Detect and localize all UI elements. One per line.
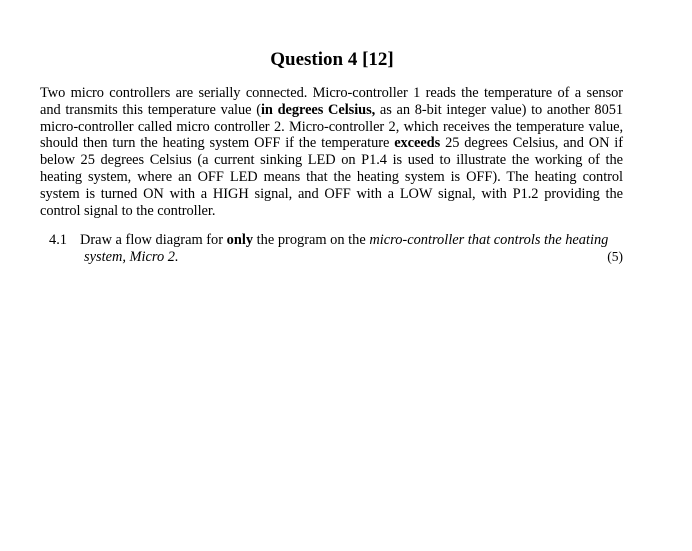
sub-question-italic-1: micro-controller that controls the heating xyxy=(369,232,609,249)
sub-question-italic-2: system, Micro 2. xyxy=(84,249,179,266)
question-title: Question 4 [12] xyxy=(270,49,394,70)
paragraph-bold-celsius: in degrees Celsius, xyxy=(260,101,376,118)
sub-question-text-pre: Draw a flow diagram for xyxy=(80,232,227,249)
paragraph-bold-exceeds: exceeds xyxy=(394,135,441,152)
question-paragraph xyxy=(40,85,623,219)
paragraph-text-2: as an 8-bit integer value) to another 8051 micro-controller called micro controller 2. Micro-controller 2, which receives the temperature value, should then turn the heating system OFF if the temperature xyxy=(40,101,624,152)
document-page xyxy=(40,48,623,266)
paragraph-text-1: Two micro controllers are serially connected. Micro-controller 1 reads the temperature of a sensor and transmits this temperature value ( xyxy=(40,85,623,118)
sub-question-bold-only: only xyxy=(226,232,254,249)
paragraph-text-3: 25 degrees Celsius, and ON if below 25 degrees Celsius (a current sinking LED on P1.4 is used to illustrate the working of the heating system, where an OFF LED means that the heating system is OFF). The heating control system is turned ON with a HIGH signal, and OFF with a LOW signal, with P1.2 providing the control signal to the controller. xyxy=(40,135,623,219)
sub-question-4-1 xyxy=(40,232,623,266)
sub-question-marks: (5) xyxy=(607,249,623,265)
sub-question-text-mid: the program on the xyxy=(253,232,370,249)
sub-question-text xyxy=(80,232,623,266)
sub-question-number: 4.1 xyxy=(49,232,67,249)
